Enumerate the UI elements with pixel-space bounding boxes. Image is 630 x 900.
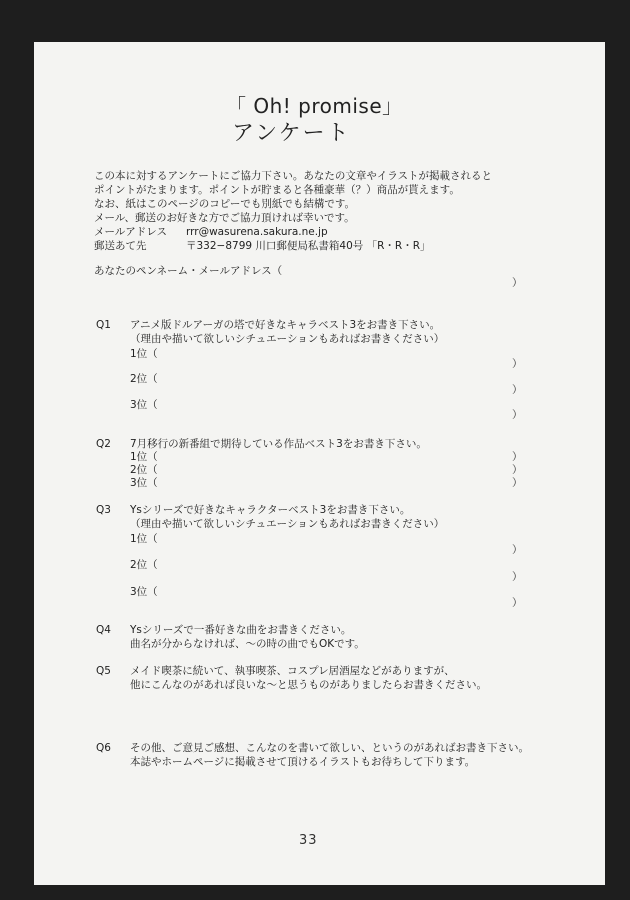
q2-number: Q2 <box>96 438 111 450</box>
post-address: 〒332−8799 川口郵便局私書箱40号 「R・R・R」 <box>186 240 431 252</box>
q3-question: Ysシリーズで好きなキャラクターベスト3をお書き下さい。 <box>130 504 411 516</box>
intro-line: なお、紙はこのページのコピーでも別紙でも結構です。 <box>94 198 356 210</box>
close-paren: ） <box>512 597 523 609</box>
close-paren: ） <box>512 464 523 476</box>
q5-question: メイド喫茶に続いて、執事喫茶、コスプレ居酒屋などがありますが、 <box>130 665 455 677</box>
q4-note: 曲名が分からなければ、〜の時の曲でもOKです。 <box>130 638 365 650</box>
close-paren: ） <box>512 277 523 289</box>
post-label: 郵送あて先 <box>94 240 147 252</box>
q3-rank-2: 2位（ <box>130 559 158 571</box>
q6-number: Q6 <box>96 742 111 754</box>
close-paren: ） <box>512 384 523 396</box>
close-paren: ） <box>512 451 523 463</box>
intro-line: この本に対するアンケートにご協力下さい。あなたの文章やイラストが掲載されると <box>94 170 493 182</box>
q4-question: Ysシリーズで一番好きな曲をお書きください。 <box>130 624 352 636</box>
document-title: 「 Oh! promise」 <box>226 94 403 118</box>
document-subtitle: アンケート <box>232 121 351 146</box>
intro-line: ポイントがたまります。ポイントが貯まると各種豪華（？）商品が貰えます。 <box>94 184 460 196</box>
q2-rank-2: 2位（ <box>130 464 158 476</box>
q5-note: 他にこんなのがあれば良いな〜と思うものがありましたらお書きください。 <box>130 679 487 691</box>
close-paren: ） <box>512 571 523 583</box>
q2-rank-1: 1位（ <box>130 451 158 463</box>
penname-field-label: あなたのペンネーム・メールアドレス（ <box>94 265 283 277</box>
q2-question: 7月移行の新番組で期待している作品ベスト3をお書き下さい。 <box>130 438 427 450</box>
q5-number: Q5 <box>96 665 111 677</box>
q1-question: アニメ版ドルアーガの塔で好きなキャラベスト3をお書き下さい。 <box>130 319 441 331</box>
q6-note: 本誌やホームページに掲載させて頂けるイラストもお待ちして下ります。 <box>130 756 476 768</box>
q1-rank-1: 1位（ <box>130 348 158 360</box>
mail-label: メールアドレス <box>94 226 167 238</box>
q3-note: （理由や描いて欲しいシチュエーションもあればお書きください） <box>130 518 445 530</box>
close-paren: ） <box>512 477 523 489</box>
mail-address: rrr@wasurena.sakura.ne.jp <box>186 226 328 238</box>
q1-rank-2: 2位（ <box>130 373 158 385</box>
q2-rank-3: 3位（ <box>130 477 158 489</box>
close-paren: ） <box>512 358 523 370</box>
q1-number: Q1 <box>96 319 111 331</box>
q1-rank-3: 3位（ <box>130 399 158 411</box>
q3-rank-1: 1位（ <box>130 533 158 545</box>
page-number: 33 <box>299 833 318 848</box>
q4-number: Q4 <box>96 624 111 636</box>
close-paren: ） <box>512 544 523 556</box>
close-paren: ） <box>512 409 523 421</box>
intro-line: メール、郵送のお好きな方でご協力頂ければ幸いです。 <box>94 212 355 224</box>
q3-number: Q3 <box>96 504 111 516</box>
q3-rank-3: 3位（ <box>130 586 158 598</box>
q1-note: （理由や描いて欲しいシチュエーションもあればお書きください） <box>130 333 445 345</box>
q6-question: その他、ご意見ご感想、こんなのを書いて欲しい、というのがあればお書き下さい。 <box>130 742 529 754</box>
